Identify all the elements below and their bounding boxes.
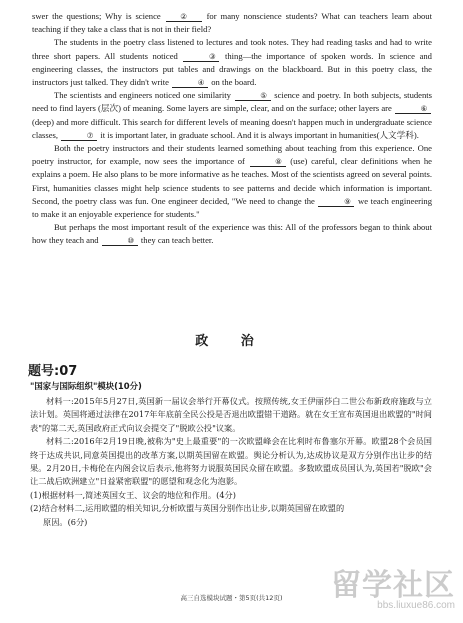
question-2: (2)结合材料二,运用欧盟的相关知识,分析欧盟与英国分别作出让步,以期英国留在欧盟的 <box>30 503 345 514</box>
question-number: 题号:07 <box>28 364 78 379</box>
blank-8[interactable]: ⑧ <box>250 157 286 167</box>
blank-3[interactable]: ③ <box>183 52 219 62</box>
paragraph-4: Both the poetry instructors and their students learned something about teaching from this experience. One poetry instructor, for example, now sees the importance of ⑧ (use) careful, clear definitions when he explains a poem. He also plans to be more informative as he teaches. Most of the scientists agreed on several points. First, humanities classes might help science students to see patterns and decide which information is important. Second, the poetry class was fun. One engineer decided, "We need to change the ⑨ we teach engineering to make it an enjoyable experience for students." <box>32 143 432 220</box>
paragraph-2: The students in the poetry class listened to lectures and took notes. They had reading tasks and had to write three short papers. All students noticed ③ thing—the importance of spoken words. In science and engineering classes, the instructors put tables and drawings on the blackboard. But in this poetry class, the instructors just talked. They didn't write ④ on the board. <box>32 37 432 88</box>
question-1: (1)根据材料一,简述英国女王、议会的地位和作用。(4分) <box>30 489 236 500</box>
material-2: 材料二:2016年2月19日晚,被称为"史上最重要"的一次欧盟峰会在比利时布鲁塞尔开幕。欧盟28个会员国终于达成共识,同意英国提出的改革方案,以期英国留在欧盟。舆论分析认为,达成协议是双方分别作出让步的结果。2月20日,卡梅伦在内阁会议后表示,他将努力说服英国民众留在欧盟。多数欧盟成员国认为,英国若"脱欧"会让二战后欧洲建立"日益紧密联盟"的愿望和观念化为泡影。 <box>30 436 432 487</box>
blank-6[interactable]: ⑥ <box>395 104 431 114</box>
blank-4[interactable]: ④ <box>172 78 208 88</box>
watermark-url: bbs.liuxue86.com <box>377 600 455 611</box>
page-footer: 高三自选模块试题・第5页(共12页) <box>180 594 283 602</box>
blank-10[interactable]: ⑩ <box>102 236 138 246</box>
material-1: 材料一:2015年5月27日,英国新一届议会举行开幕仪式。按照传统,女王伊丽莎白二世公布新政府施政与立法计划。英国将通过法律在2017年年底前全民公投是否退出欧盟错干道路。就在女王宣布英国退出欧盟的"时间表"的第二天,英国政府正式向议会提交了"脱欧公投"议案。 <box>30 396 432 433</box>
module-title: "国家与国际组织"模块(10分) <box>30 381 142 391</box>
blank-5[interactable]: ⑤ <box>235 91 271 101</box>
question-2-continued: 原因。(6分) <box>43 516 88 527</box>
politics-question <box>30 395 432 529</box>
paragraph-3: The scientists and engineers noticed one similarity ⑤ science and poetry. In both subjects, students need to find layers (层次) of meaning. Some layers are simple, clear, and on the surface; other layers are ⑥ (deep) and more difficult. This search for different levels of meaning doesn't happen much in undergraduate science classes, ⑦ it is important later, in graduate school. And it is always important in humanities(人文学科). <box>32 90 433 140</box>
blank-7[interactable]: ⑦ <box>61 131 97 141</box>
paragraph-5: But perhaps the most important result of the experience was this: All of the professors began to think about how they teach and ⑩ they can teach better. <box>32 222 432 246</box>
section-title: 政 治 <box>195 334 268 349</box>
blank-9[interactable]: ⑨ <box>318 197 354 207</box>
blank-2[interactable]: ② <box>166 12 202 22</box>
english-passage <box>32 10 432 248</box>
paragraph-1: swer the questions; Why is science ② for many nonscience students? What can teachers learn about teaching if they take a class that is not in their field? <box>32 11 432 35</box>
watermark-logo: 留学社区 <box>331 568 455 603</box>
